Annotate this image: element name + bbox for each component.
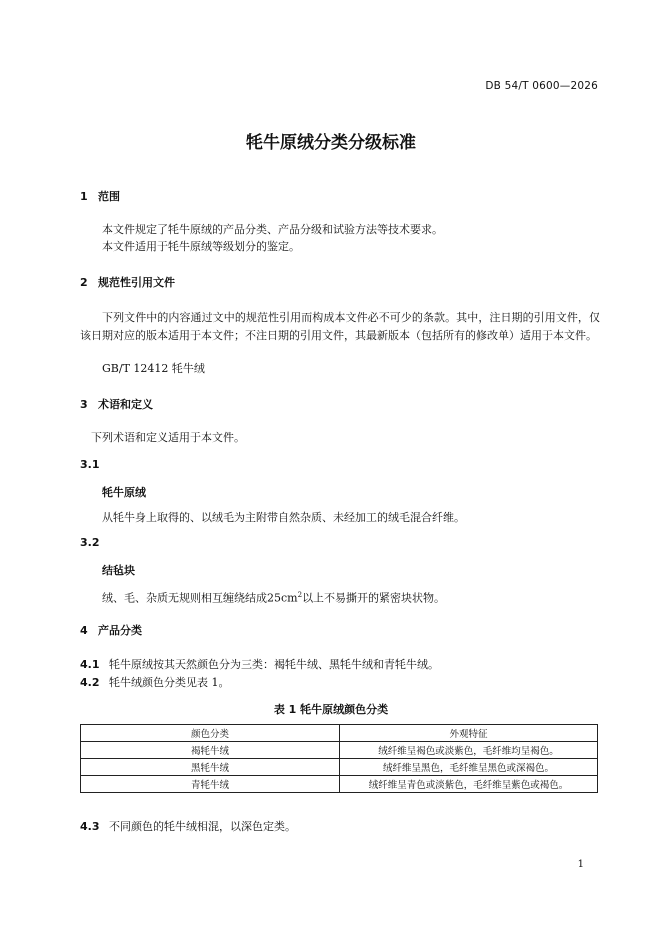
page-number: 1 — [577, 859, 584, 870]
normative-reference: GB/T 12412 牦牛绒 — [102, 362, 205, 375]
section-1-paragraph-2: 本文件适用于牦牛原绒等级划分的鉴定。 — [102, 240, 300, 253]
term-1-definition: 从牦牛身上取得的、以绒毛为主附带自然杂质、未经加工的绒毛混合纤维。 — [102, 511, 465, 524]
table-row — [81, 759, 598, 776]
section-4-title: 产品分类 — [98, 624, 142, 637]
term-1-name: 牦牛原绒 — [102, 486, 146, 499]
term-2-definition — [102, 586, 445, 608]
clause-4-2 — [80, 674, 230, 690]
table-header-row — [81, 725, 598, 742]
table-cell-color-class: 褐牦牛绒 — [81, 742, 340, 759]
table-cell-appearance: 绒纤维呈青色或淡紫色，毛纤维呈紫色或褐色。 — [340, 776, 598, 793]
clause-4-3 — [80, 818, 296, 834]
document-code: DB 54/T 0600—2026 — [485, 80, 598, 92]
table-cell-appearance: 绒纤维呈褐色或淡紫色，毛纤维均呈褐色。 — [340, 742, 598, 759]
clause-4-3-text: 不同颜色的牦牛绒相混，以深色定类。 — [109, 820, 296, 833]
document-title: 牦牛原绒分类分级标准 — [246, 133, 416, 153]
clause-4-1-number: 4.1 — [80, 658, 100, 671]
clause-4-3-number: 4.3 — [80, 820, 100, 833]
table-1-caption: 表 1 牦牛原绒颜色分类 — [273, 703, 389, 716]
term-2-definition-part-2: 以上不易撕开的紧密块状物。 — [302, 591, 446, 605]
section-2-heading — [80, 274, 175, 290]
section-3-title: 术语和定义 — [98, 398, 153, 411]
table-header-color-class: 颜色分类 — [81, 725, 340, 742]
section-2-paragraph: 下列文件中的内容通过文中的规范性引用而构成本文件必不可少的条款。其中，注日期的引用文件，仅该日期对应的版本适用于本文件；不注日期的引用文件，其最新版本（包括所有的修改单）适用于本文件。 — [80, 311, 600, 342]
clause-4-2-number: 4.2 — [80, 676, 100, 689]
table-cell-color-class: 黑牦牛绒 — [81, 759, 340, 776]
table-row — [81, 742, 598, 759]
section-1-number: 1 — [80, 190, 88, 203]
term-2-name: 结毡块 — [102, 564, 135, 577]
table-header-appearance: 外观特征 — [340, 725, 598, 742]
section-4-number: 4 — [80, 624, 88, 637]
section-3-number: 3 — [80, 398, 88, 411]
section-2-title: 规范性引用文件 — [98, 276, 175, 289]
table-cell-color-class: 青牦牛绒 — [81, 776, 340, 793]
term-2-definition-part-1: 绒、毛、杂质无规则相互缠绕结成25cm — [102, 591, 298, 605]
term-2-number: 3.2 — [80, 536, 100, 549]
section-1-title: 范围 — [98, 190, 120, 203]
section-3-heading — [80, 396, 153, 412]
section-1-heading — [80, 188, 120, 204]
section-2-number: 2 — [80, 276, 88, 289]
clause-4-2-text: 牦牛绒颜色分类见表 1。 — [109, 676, 230, 689]
table-1 — [80, 724, 598, 793]
term-2-superscript: 2 — [297, 591, 303, 599]
table-row — [81, 776, 598, 793]
clause-4-1-text: 牦牛原绒按其天然颜色分为三类：褐牦牛绒、黑牦牛绒和青牦牛绒。 — [109, 658, 439, 671]
term-1-number: 3.1 — [80, 458, 100, 471]
section-1-paragraph-1: 本文件规定了牦牛原绒的产品分类、产品分级和试验方法等技术要求。 — [102, 223, 443, 236]
table-cell-appearance: 绒纤维呈黑色，毛纤维呈黑色或深褐色。 — [340, 759, 598, 776]
section-4-heading — [80, 622, 142, 638]
clause-4-1 — [80, 656, 439, 672]
section-3-intro: 下列术语和定义适用于本文件。 — [91, 431, 245, 444]
